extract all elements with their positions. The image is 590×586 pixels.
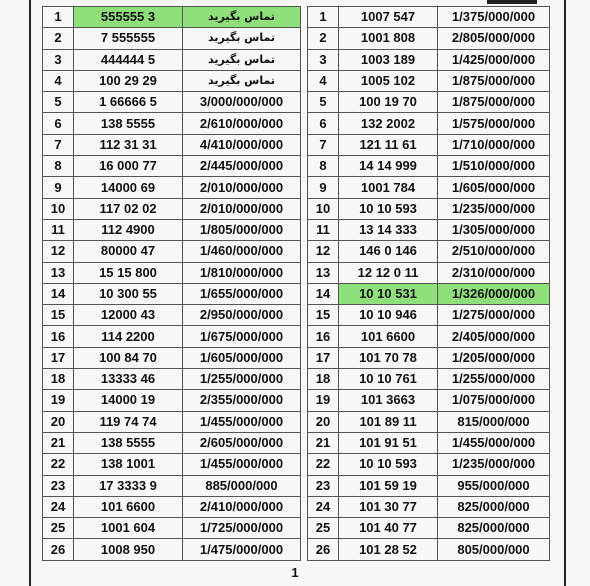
table-row bbox=[308, 369, 550, 390]
price: تماس بگیرید bbox=[183, 49, 301, 70]
phone-number: 12000 43 bbox=[74, 305, 183, 326]
table-row bbox=[43, 475, 301, 496]
row-index: 25 bbox=[308, 518, 339, 539]
price: 1/460/000/000 bbox=[183, 241, 301, 262]
price: 1/425/000/000 bbox=[438, 49, 550, 70]
phone-number: 13 14 333 bbox=[339, 219, 438, 240]
table-row bbox=[308, 539, 550, 560]
row-index: 1 bbox=[43, 7, 74, 28]
table-row bbox=[43, 113, 301, 134]
row-index: 10 bbox=[308, 198, 339, 219]
table-row bbox=[308, 496, 550, 517]
table-row bbox=[308, 113, 550, 134]
row-index: 12 bbox=[43, 241, 74, 262]
row-index: 17 bbox=[308, 347, 339, 368]
phone-number: 1007 547 bbox=[339, 7, 438, 28]
phone-number: 16 000 77 bbox=[74, 156, 183, 177]
phone-number: 1 66666 5 bbox=[74, 92, 183, 113]
phone-number: 13333 46 bbox=[74, 369, 183, 390]
row-index: 22 bbox=[43, 454, 74, 475]
price: 1/455/000/000 bbox=[183, 411, 301, 432]
price: 1/235/000/000 bbox=[438, 454, 550, 475]
price-sheet bbox=[42, 6, 550, 561]
table-row bbox=[308, 177, 550, 198]
phone-number: 101 70 78 bbox=[339, 347, 438, 368]
price: 1/510/000/000 bbox=[438, 156, 550, 177]
table-row bbox=[308, 390, 550, 411]
price: تماس بگیرید bbox=[183, 7, 301, 28]
phone-number: 101 6600 bbox=[74, 496, 183, 517]
price: 1/305/000/000 bbox=[438, 219, 550, 240]
phone-number: 132 2002 bbox=[339, 113, 438, 134]
price: 2/410/000/000 bbox=[183, 496, 301, 517]
row-index: 13 bbox=[43, 262, 74, 283]
phone-number: 101 3663 bbox=[339, 390, 438, 411]
phone-number: 138 5555 bbox=[74, 432, 183, 453]
row-index: 3 bbox=[43, 49, 74, 70]
price: 2/310/000/000 bbox=[438, 262, 550, 283]
table-row bbox=[308, 49, 550, 70]
price: 1/326/000/000 bbox=[438, 283, 550, 304]
table-row bbox=[308, 432, 550, 453]
row-index: 24 bbox=[43, 496, 74, 517]
table-row bbox=[43, 432, 301, 453]
price: 1/575/000/000 bbox=[438, 113, 550, 134]
phone-number: 10 10 946 bbox=[339, 305, 438, 326]
price: 1/875/000/000 bbox=[438, 70, 550, 91]
phone-number: 1001 784 bbox=[339, 177, 438, 198]
price: 1/275/000/000 bbox=[438, 305, 550, 326]
price: تماس بگیرید bbox=[183, 28, 301, 49]
row-index: 24 bbox=[308, 496, 339, 517]
phone-number: 114 2200 bbox=[74, 326, 183, 347]
row-index: 25 bbox=[43, 518, 74, 539]
phone-number: 1001 604 bbox=[74, 518, 183, 539]
phone-number: 14 14 999 bbox=[339, 156, 438, 177]
table-row bbox=[43, 539, 301, 560]
table-row bbox=[43, 134, 301, 155]
price: 1/605/000/000 bbox=[183, 347, 301, 368]
row-index: 11 bbox=[43, 219, 74, 240]
phone-number: 1008 950 bbox=[74, 539, 183, 560]
row-index: 4 bbox=[308, 70, 339, 91]
price: 1/075/000/000 bbox=[438, 390, 550, 411]
left-table bbox=[42, 6, 301, 561]
table-row bbox=[308, 156, 550, 177]
table-row bbox=[308, 28, 550, 49]
row-index: 26 bbox=[43, 539, 74, 560]
table-row bbox=[43, 326, 301, 347]
row-index: 14 bbox=[43, 283, 74, 304]
phone-number: 14000 19 bbox=[74, 390, 183, 411]
phone-number: 10 300 55 bbox=[74, 283, 183, 304]
phone-number: 7 555555 bbox=[74, 28, 183, 49]
phone-number: 14000 69 bbox=[74, 177, 183, 198]
table-row bbox=[43, 454, 301, 475]
row-index: 10 bbox=[43, 198, 74, 219]
phone-number: 146 0 146 bbox=[339, 241, 438, 262]
row-index: 1 bbox=[308, 7, 339, 28]
phone-number: 80000 47 bbox=[74, 241, 183, 262]
row-index: 8 bbox=[43, 156, 74, 177]
row-index: 9 bbox=[308, 177, 339, 198]
right-table bbox=[307, 6, 550, 561]
table-row bbox=[43, 156, 301, 177]
price: 1/235/000/000 bbox=[438, 198, 550, 219]
table-row bbox=[43, 198, 301, 219]
phone-number: 100 29 29 bbox=[74, 70, 183, 91]
phone-number: 10 10 593 bbox=[339, 198, 438, 219]
row-index: 16 bbox=[43, 326, 74, 347]
price: 1/455/000/000 bbox=[183, 454, 301, 475]
row-index: 21 bbox=[308, 432, 339, 453]
phone-number: 555555 3 bbox=[74, 7, 183, 28]
row-index: 7 bbox=[43, 134, 74, 155]
table-row bbox=[43, 283, 301, 304]
page-number: 1 bbox=[291, 565, 299, 580]
row-index: 20 bbox=[43, 411, 74, 432]
price: تماس بگیرید bbox=[183, 70, 301, 91]
price: 2/610/000/000 bbox=[183, 113, 301, 134]
price: 2/605/000/000 bbox=[183, 432, 301, 453]
row-index: 21 bbox=[43, 432, 74, 453]
price: 1/655/000/000 bbox=[183, 283, 301, 304]
price: 2/805/000/000 bbox=[438, 28, 550, 49]
top-tab-decoration bbox=[487, 0, 537, 4]
phone-number: 100 84 70 bbox=[74, 347, 183, 368]
phone-number: 117 02 02 bbox=[74, 198, 183, 219]
table-row bbox=[308, 70, 550, 91]
table-row bbox=[43, 7, 301, 28]
phone-number: 17 3333 9 bbox=[74, 475, 183, 496]
table-row bbox=[308, 305, 550, 326]
row-index: 15 bbox=[43, 305, 74, 326]
row-index: 26 bbox=[308, 539, 339, 560]
table-row bbox=[308, 219, 550, 240]
price: 1/255/000/000 bbox=[438, 369, 550, 390]
price: 2/405/000/000 bbox=[438, 326, 550, 347]
price: 885/000/000 bbox=[183, 475, 301, 496]
price: 1/205/000/000 bbox=[438, 347, 550, 368]
price: 805/000/000 bbox=[438, 539, 550, 560]
phone-number: 112 31 31 bbox=[74, 134, 183, 155]
phone-number: 444444 5 bbox=[74, 49, 183, 70]
table-row bbox=[308, 518, 550, 539]
row-index: 8 bbox=[308, 156, 339, 177]
phone-number: 1001 808 bbox=[339, 28, 438, 49]
phone-number: 10 10 593 bbox=[339, 454, 438, 475]
price: 1/255/000/000 bbox=[183, 369, 301, 390]
price: 955/000/000 bbox=[438, 475, 550, 496]
price: 1/810/000/000 bbox=[183, 262, 301, 283]
price: 2/510/000/000 bbox=[438, 241, 550, 262]
table-row bbox=[43, 369, 301, 390]
price: 1/475/000/000 bbox=[183, 539, 301, 560]
table-row bbox=[43, 49, 301, 70]
row-index: 7 bbox=[308, 134, 339, 155]
table-row bbox=[308, 7, 550, 28]
row-index: 2 bbox=[308, 28, 339, 49]
row-index: 5 bbox=[43, 92, 74, 113]
phone-number: 100 19 70 bbox=[339, 92, 438, 113]
row-index: 14 bbox=[308, 283, 339, 304]
table-row bbox=[43, 496, 301, 517]
table-row bbox=[43, 390, 301, 411]
price: 1/375/000/000 bbox=[438, 7, 550, 28]
price: 1/675/000/000 bbox=[183, 326, 301, 347]
phone-number: 1005 102 bbox=[339, 70, 438, 91]
phone-number: 1003 189 bbox=[339, 49, 438, 70]
phone-number: 121 11 61 bbox=[339, 134, 438, 155]
price: 825/000/000 bbox=[438, 496, 550, 517]
price: 2/010/000/000 bbox=[183, 198, 301, 219]
price: 4/410/000/000 bbox=[183, 134, 301, 155]
table-row bbox=[308, 326, 550, 347]
row-index: 6 bbox=[308, 113, 339, 134]
table-row bbox=[308, 241, 550, 262]
table-row bbox=[308, 475, 550, 496]
phone-number: 119 74 74 bbox=[74, 411, 183, 432]
phone-number: 12 12 0 11 bbox=[339, 262, 438, 283]
phone-number: 10 10 531 bbox=[339, 283, 438, 304]
row-index: 2 bbox=[43, 28, 74, 49]
row-index: 20 bbox=[308, 411, 339, 432]
price: 3/000/000/000 bbox=[183, 92, 301, 113]
phone-number: 15 15 800 bbox=[74, 262, 183, 283]
phone-number: 112 4900 bbox=[74, 219, 183, 240]
table-row bbox=[308, 198, 550, 219]
table-row bbox=[43, 219, 301, 240]
table-row bbox=[43, 411, 301, 432]
table-row bbox=[308, 454, 550, 475]
price: 1/710/000/000 bbox=[438, 134, 550, 155]
table-row bbox=[308, 134, 550, 155]
phone-number: 101 30 77 bbox=[339, 496, 438, 517]
price: 825/000/000 bbox=[438, 518, 550, 539]
price: 815/000/000 bbox=[438, 411, 550, 432]
row-index: 17 bbox=[43, 347, 74, 368]
row-index: 18 bbox=[308, 369, 339, 390]
phone-number: 101 89 11 bbox=[339, 411, 438, 432]
row-index: 13 bbox=[308, 262, 339, 283]
row-index: 15 bbox=[308, 305, 339, 326]
row-index: 5 bbox=[308, 92, 339, 113]
table-row bbox=[308, 411, 550, 432]
phone-number: 138 5555 bbox=[74, 113, 183, 134]
price: 1/875/000/000 bbox=[438, 92, 550, 113]
table-row bbox=[43, 518, 301, 539]
price: 2/355/000/000 bbox=[183, 390, 301, 411]
row-index: 12 bbox=[308, 241, 339, 262]
row-index: 22 bbox=[308, 454, 339, 475]
price: 1/455/000/000 bbox=[438, 432, 550, 453]
table-row bbox=[43, 347, 301, 368]
row-index: 9 bbox=[43, 177, 74, 198]
table-row bbox=[43, 262, 301, 283]
phone-number: 101 91 51 bbox=[339, 432, 438, 453]
phone-number: 101 6600 bbox=[339, 326, 438, 347]
phone-number: 101 59 19 bbox=[339, 475, 438, 496]
table-row bbox=[43, 70, 301, 91]
price: 2/950/000/000 bbox=[183, 305, 301, 326]
table-row bbox=[43, 241, 301, 262]
price: 1/605/000/000 bbox=[438, 177, 550, 198]
row-index: 16 bbox=[308, 326, 339, 347]
phone-number: 138 1001 bbox=[74, 454, 183, 475]
phone-number: 101 40 77 bbox=[339, 518, 438, 539]
price: 1/805/000/000 bbox=[183, 219, 301, 240]
table-row bbox=[43, 305, 301, 326]
price: 1/725/000/000 bbox=[183, 518, 301, 539]
row-index: 19 bbox=[308, 390, 339, 411]
table-row bbox=[308, 92, 550, 113]
row-index: 11 bbox=[308, 219, 339, 240]
phone-number: 101 28 52 bbox=[339, 539, 438, 560]
table-row bbox=[43, 28, 301, 49]
row-index: 3 bbox=[308, 49, 339, 70]
price: 2/445/000/000 bbox=[183, 156, 301, 177]
table-row bbox=[308, 283, 550, 304]
row-index: 18 bbox=[43, 369, 74, 390]
phone-number: 10 10 761 bbox=[339, 369, 438, 390]
row-index: 23 bbox=[43, 475, 74, 496]
table-row bbox=[43, 92, 301, 113]
table-row bbox=[308, 262, 550, 283]
row-index: 19 bbox=[43, 390, 74, 411]
row-index: 4 bbox=[43, 70, 74, 91]
row-index: 23 bbox=[308, 475, 339, 496]
table-row bbox=[43, 177, 301, 198]
table-row bbox=[308, 347, 550, 368]
row-index: 6 bbox=[43, 113, 74, 134]
price: 2/010/000/000 bbox=[183, 177, 301, 198]
